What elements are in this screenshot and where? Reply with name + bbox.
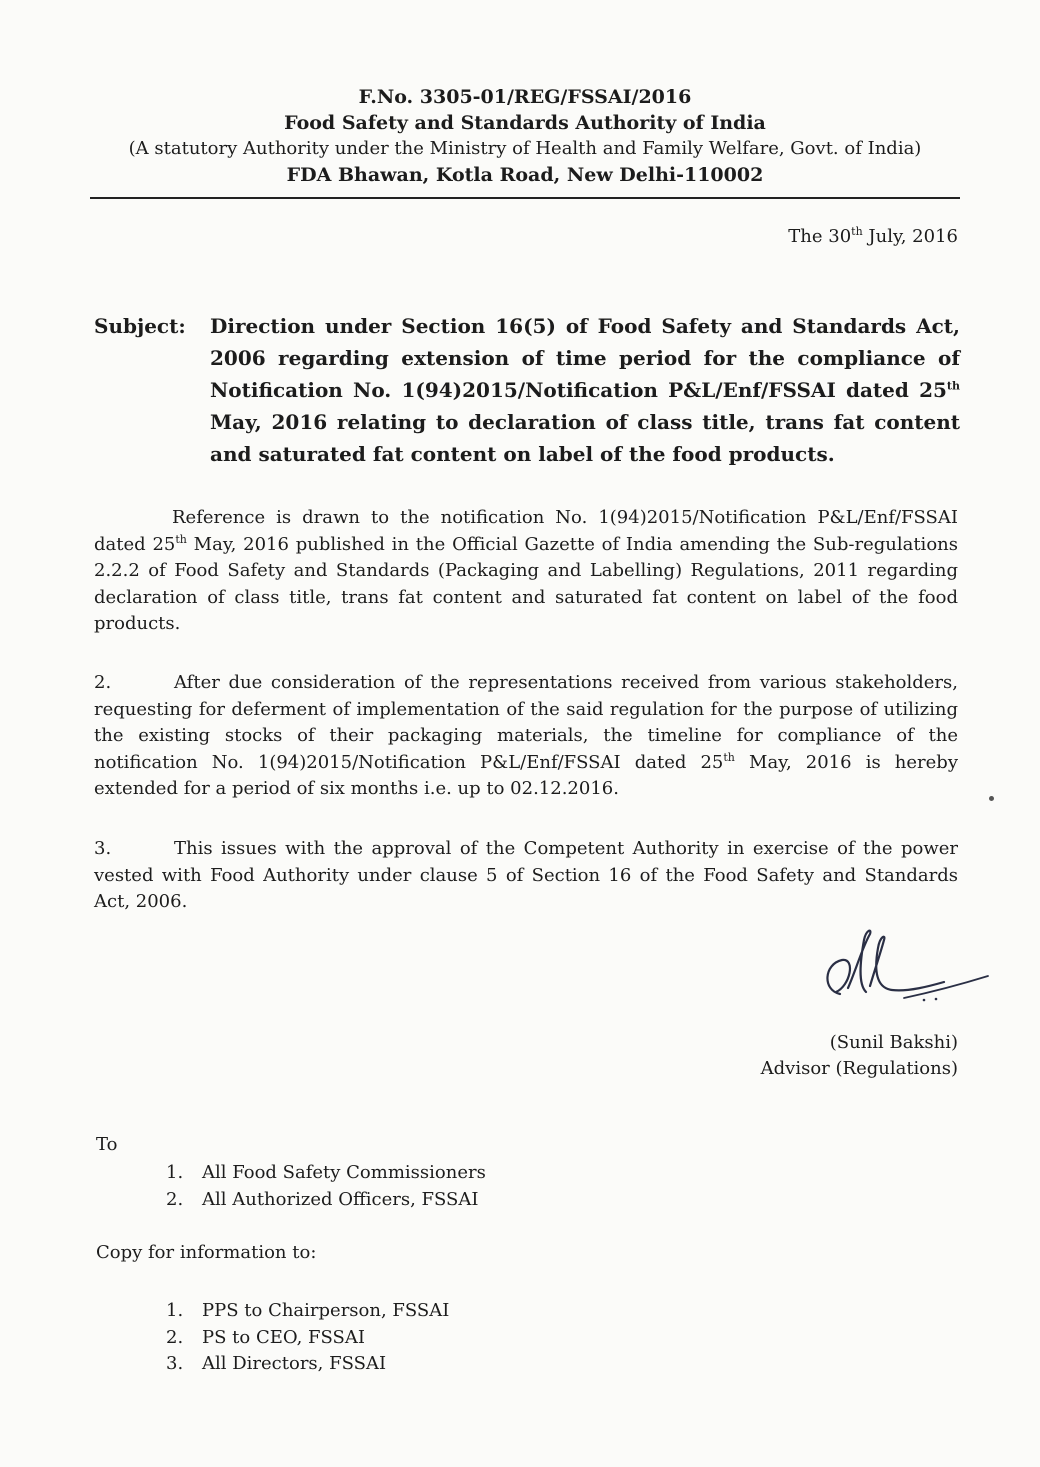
copy-list	[166, 1298, 449, 1378]
signatory-name: (Sunil Bakshi)	[829, 1032, 958, 1053]
handwritten-signature	[812, 926, 992, 1016]
letter-date: The 30th July, 2016	[788, 225, 958, 247]
paragraph-number: 2.	[94, 672, 112, 693]
subject-text: Direction under Section 16(5) of Food Safety and Standards Act, 2006 regarding extension of time period for the compliance of Notification No. 1(94)2015/Notification P&L/Enf/FSSAI dated 25th May, 2016 relating to declaration of class title, trans fat content and saturated fat content on label of the food products.	[210, 314, 960, 466]
paragraph-2: 2. After due consideration of the representations received from various stakeholders, requesting for deferment of implementation of the said regulation for the purpose of utilizing the existing stocks of their packaging materials, the timeline for compliance of the notification No. 1(94)2015/Notification P&L/Enf/FSSAI dated 25th May, 2016 is hereby extended for a period of six months i.e. up to 02.12.2016.	[94, 672, 958, 799]
organization-status: (A statutory Authority under the Ministry of Health and Family Welfare, Govt. of India)	[128, 138, 922, 159]
copy-label: Copy for information to:	[96, 1242, 317, 1263]
list-item: 1. All Food Safety Commissioners	[166, 1162, 486, 1183]
signatory-block	[761, 1030, 958, 1082]
subject-label: Subject:	[94, 314, 186, 338]
list-item: 2. All Authorized Officers, FSSAI	[166, 1188, 479, 1210]
paragraph-number: 3.	[94, 838, 112, 859]
subject-block	[94, 310, 960, 470]
recipient-list	[166, 1160, 486, 1213]
organization-address: FDA Bhawan, Kotla Road, New Delhi-110002	[286, 164, 764, 186]
list-item: 3. All Directors, FSSAI	[166, 1353, 387, 1374]
to-label: To	[96, 1134, 118, 1155]
list-item: 1. PPS to Chairperson, FSSAI	[166, 1300, 450, 1321]
organization-name: Food Safety and Standards Authority of India	[284, 112, 766, 134]
paragraph-3: 3. This issues with the approval of the Competent Authority in exercise of the power vested with Food Authority under clause 5 of Section 16 of the Food Safety and Standards Act, 2006.	[94, 838, 958, 912]
letterhead	[90, 84, 960, 188]
file-number: F.No. 3305-01/REG/FSSAI/2016	[358, 86, 692, 108]
paragraph-1: Reference is drawn to the notification No. 1(94)2015/Notification P&L/Enf/FSSAI dated 25th May, 2016 published in the Official Gazette of India amending the Sub-regulations 2.2.2 of Food Safety and Standards (Packaging and Labelling) Regulations, 2011 regarding declaration of class title, trans fat content and saturated fat content on label of the food products.	[94, 507, 958, 634]
signatory-title: Advisor (Regulations)	[760, 1058, 958, 1079]
scan-speck	[989, 796, 994, 801]
list-item: 2. PS to CEO, FSSAI	[166, 1326, 365, 1348]
header-rule	[90, 197, 960, 199]
